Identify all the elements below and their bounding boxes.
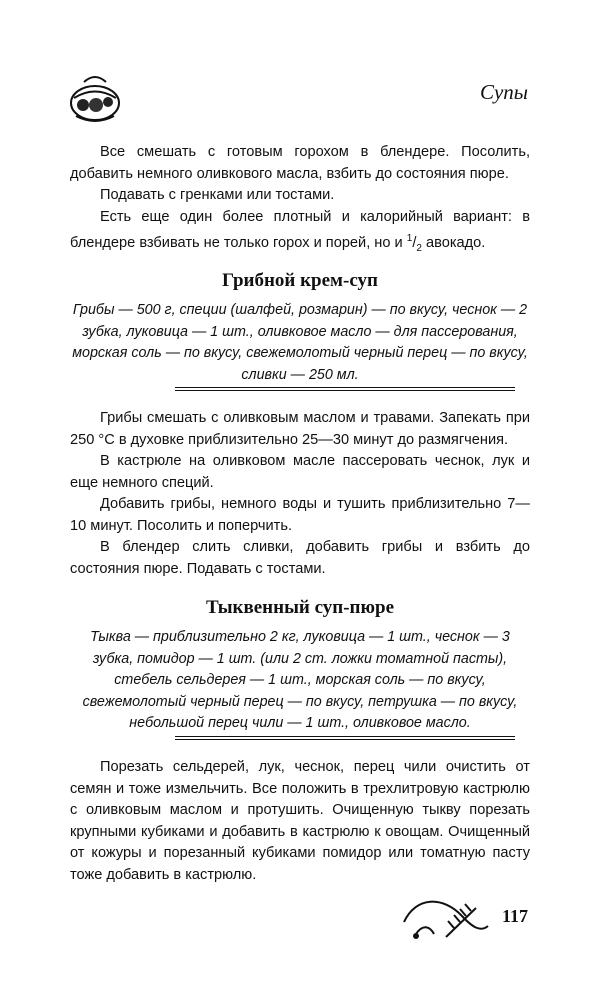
paragraph-text: Есть еще один более плотный и калорийный вариант: в блендере взбивать не только горох и порей, но и [70,208,530,251]
paragraph: Добавить грибы, немного воды и тушить приблизительно 7—10 минут. Посолить и поперчить. [70,496,530,534]
paragraph: Все смешать с готовым горохом в блендере. Посолить, добавить немного оливкового масла, взбить до состояния пюре. [70,144,530,182]
recipe-steps [70,757,530,886]
page-header [0,0,600,130]
pot-with-vegetables-icon [66,68,124,126]
ingredients-list: Тыква — приблизительно 2 кг, луковица — 1 шт., чеснок — 3 зубка, помидор — 1 шт. (или 2 ст. ложки томатной пасты), стебель сельдерея — 1 шт., морская соль — по вкусу, свежемолотый черный перец — по вкусу, петрушка — по вкусу, небольшой перец чили — 1 шт., оливковое масло. [82,629,518,731]
ingredients-list: Грибы — 500 г, специи (шалфей, розмарин) — по вкусу, чеснок — 2 зубка, луковица — 1 шт., оливковое масло — для пассерования, морская соль — по вкусу, свежемолотый черный перец — по вкусу, сливки — 250 мл. [72,302,528,383]
page-number: 117 [502,906,529,926]
paragraph: В блендер слить сливки, добавить грибы и взбить до состояния пюре. Подавать с тостами. [70,539,530,577]
section-title: Супы [479,80,528,104]
paragraph: В кастрюле на оливковом масле пассеровать чеснок, лук и еще немного специй. [70,453,530,491]
paragraph: Подавать с гренками или тостами. [100,187,335,203]
fraction-denominator: 2 [416,242,422,254]
intro-text [70,142,530,259]
recipe-steps [70,408,530,580]
paragraph: Порезать сельдерей, лук, чеснок, перец чили очистить от семян и тоже измельчить. Все положить в трехлитровую кастрюлю с оливковым маслом и протушить. Очищенную тыкву порезать крупными кубиками и добавить в кастрюлю к овощам. Очищенный от кожуры и порезанный кубиками помидор или томатную пасту тоже добавить в кастрюлю. [70,759,530,883]
paragraph-text: авокадо. [421,234,486,251]
divider [175,387,515,393]
recipe-title: Тыквенный суп-пюре [205,597,395,618]
recipe-title: Грибной крем-суп [222,270,378,291]
paragraph: Грибы смешать с оливковым маслом и травами. Запекать при 250 °С в духовке приблизительно 25—30 минут до размягчения. [70,410,530,448]
paragraph: Есть еще один более плотный и калорийный вариант: в блендере взбивать не только горох и порей, но и $^1/_2$ авокадо. [70,208,530,254]
divider [175,736,515,742]
fraction-numerator: 1 [406,233,413,244]
floral-ornament-icon [398,890,492,946]
